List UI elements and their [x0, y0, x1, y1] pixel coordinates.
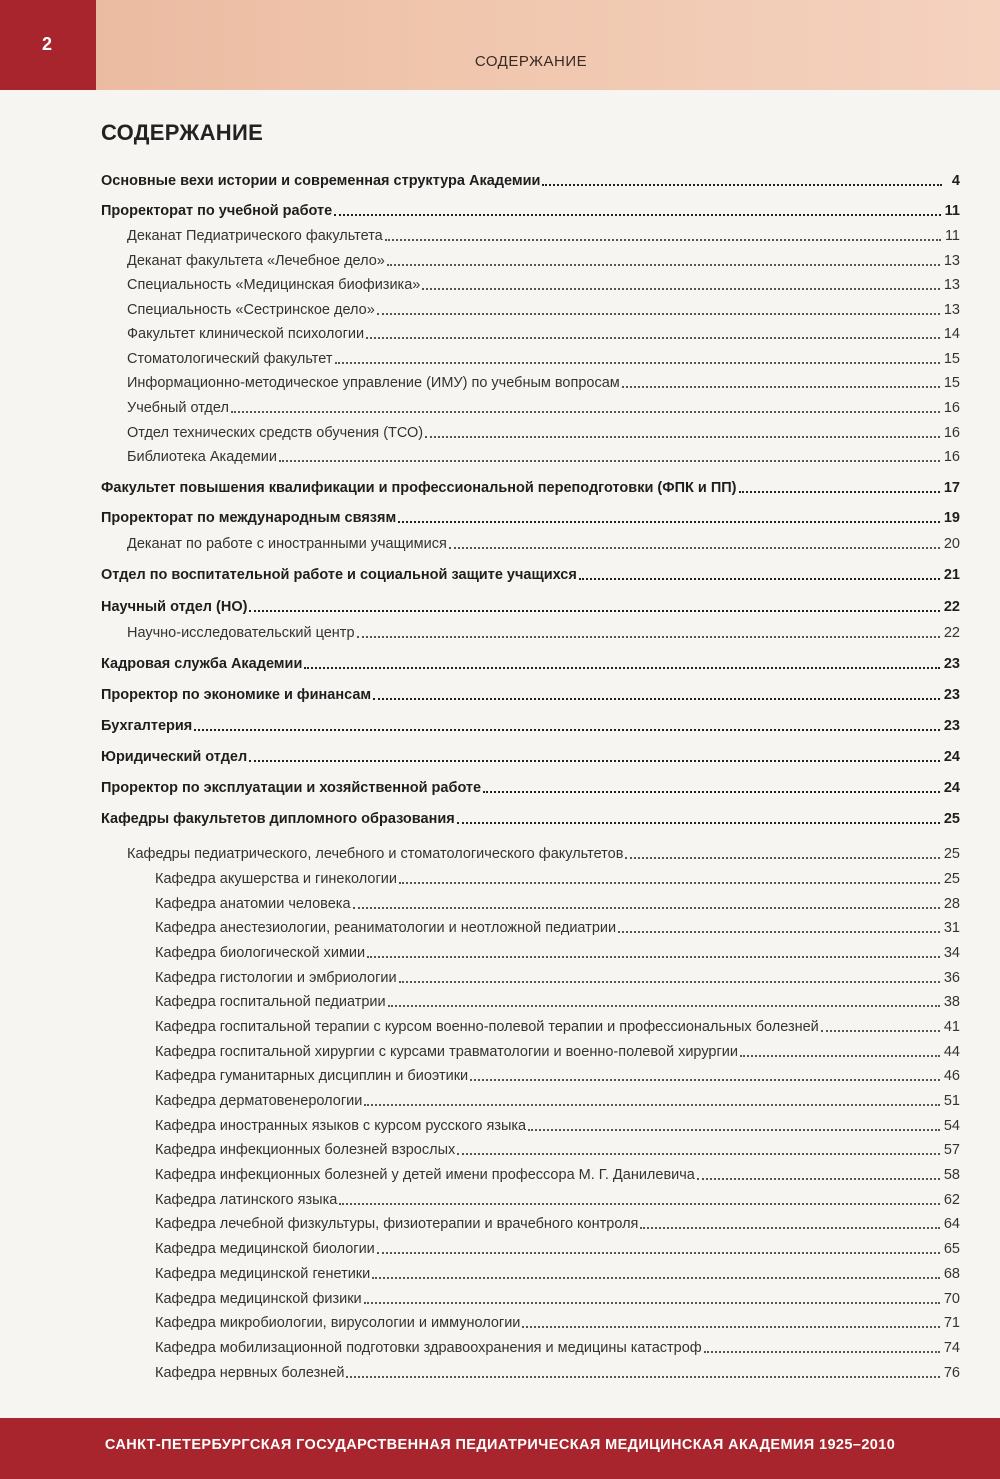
toc-entry-page: 68	[943, 1266, 960, 1282]
toc-entry-page: 62	[943, 1192, 960, 1208]
toc-entry[interactable]	[155, 1039, 960, 1061]
toc-section-entry[interactable]	[101, 562, 960, 584]
toc-entry-label: Отдел по воспитательной работе и социальной защите учащихся	[101, 567, 577, 583]
toc-entry-page: 25	[943, 811, 960, 827]
toc-entry-page: 16	[943, 449, 960, 465]
toc-entry-page: 22	[943, 599, 960, 615]
toc-entry-page: 23	[943, 687, 960, 703]
toc-section-entry[interactable]	[101, 651, 960, 673]
toc-entry-label: Кафедра иностранных языков с курсом русского языка	[155, 1118, 527, 1134]
dot-leader	[821, 1029, 940, 1032]
dot-leader	[425, 435, 940, 438]
toc-entry-label: Кафедра дерматовенерологии	[155, 1093, 363, 1109]
dot-leader	[399, 980, 940, 983]
toc-entry-label: Факультет повышения квалификации и профессиональной переподготовки (ФПК и ПП)	[101, 480, 737, 496]
toc-entry-label: Кафедра медицинской биологии	[155, 1241, 375, 1257]
toc-section-entry[interactable]	[101, 713, 960, 735]
toc-section-entry[interactable]	[101, 594, 960, 616]
dot-leader	[364, 1103, 940, 1106]
toc-entry[interactable]	[155, 866, 960, 888]
toc-entry-page: 25	[943, 871, 960, 887]
dot-leader	[697, 1177, 940, 1180]
toc-entry-page: 19	[943, 510, 960, 526]
toc-entry-page: 58	[943, 1167, 960, 1183]
toc-entry-label: Научно-исследовательский центр	[127, 625, 355, 641]
toc-entry[interactable]	[155, 1310, 960, 1332]
toc-entry[interactable]	[155, 1286, 960, 1308]
toc-entry-page: 16	[943, 425, 960, 441]
toc-title: СОДЕРЖАНИЕ	[101, 120, 264, 145]
toc-entry-page: 13	[943, 277, 960, 293]
toc-entry-page: 25	[943, 846, 960, 862]
toc-entry-label: Кафедра госпитальной педиатрии	[155, 994, 386, 1010]
toc-entry-page: 13	[943, 302, 960, 318]
toc-entry-label: Специальность «Медицинская биофизика»	[127, 277, 421, 293]
toc-entry-page: 51	[943, 1093, 960, 1109]
toc-entry[interactable]	[155, 915, 960, 937]
toc-entry-page: 28	[943, 896, 960, 912]
toc-entry-page: 24	[943, 749, 960, 765]
dot-leader	[704, 1350, 940, 1353]
dot-leader	[387, 263, 940, 266]
toc-entry-label: Деканат по работе с иностранными учащимися	[127, 536, 447, 552]
dot-leader	[422, 287, 940, 290]
dot-leader	[194, 728, 940, 731]
toc-entry[interactable]	[127, 620, 960, 642]
toc-entry-label: Кафедра нервных болезней	[155, 1365, 345, 1381]
dot-leader	[528, 1128, 940, 1131]
dot-leader	[625, 856, 939, 859]
toc-entry-label: Отдел технических средств обучения (ТСО)	[127, 425, 424, 441]
toc-entry-page: 15	[943, 351, 960, 367]
toc-entry-page: 17	[943, 480, 960, 496]
toc-entry[interactable]	[155, 1063, 960, 1085]
toc-entry-label: Кафедры педиатрического, лечебного и стоматологического факультетов	[127, 846, 624, 862]
dot-leader	[618, 930, 940, 933]
toc-entry-page: 20	[943, 536, 960, 552]
toc-entry-label: Кафедра анатомии человека	[155, 896, 351, 912]
toc-entry-page: 11	[944, 203, 960, 219]
toc-entry-page: 71	[943, 1315, 960, 1331]
dot-leader	[579, 577, 940, 580]
toc-entry-page: 44	[943, 1044, 960, 1060]
dot-leader	[449, 546, 940, 549]
dot-leader	[372, 1276, 940, 1279]
toc-section-entry[interactable]	[101, 682, 960, 704]
toc-entry[interactable]	[127, 248, 960, 270]
toc-entry-page: 22	[943, 625, 960, 641]
dot-leader	[364, 1301, 940, 1304]
toc-entry[interactable]	[155, 1088, 960, 1110]
toc-entry[interactable]	[127, 841, 960, 863]
toc-entry[interactable]	[127, 444, 960, 466]
toc-entry-page: 16	[943, 400, 960, 416]
toc-entry-label: Факультет клинической психологии	[127, 326, 365, 342]
dot-leader	[231, 410, 940, 413]
dot-leader	[522, 1325, 939, 1328]
toc-entry[interactable]	[155, 989, 960, 1011]
dot-leader	[366, 336, 940, 339]
toc-entry-label: Кафедра акушерства и гинекологии	[155, 871, 397, 887]
dot-leader	[304, 666, 939, 669]
toc-entry[interactable]	[155, 940, 960, 962]
toc-entry-label: Кафедра медицинской генетики	[155, 1266, 371, 1282]
toc-entry-page: 23	[943, 718, 960, 734]
dot-leader	[346, 1375, 939, 1378]
toc-entry[interactable]	[155, 1187, 960, 1209]
toc-entry-page: 70	[943, 1291, 960, 1307]
toc-entry-label: Информационно-методическое управление (ИМУ) по учебным вопросам	[127, 375, 620, 391]
toc-entry-label: Кафедра микробиологии, вирусологии и иммунологии	[155, 1315, 521, 1331]
dot-leader	[622, 385, 940, 388]
toc-entry-label: Кафедра лечебной физкультуры, физиотерапии и врачебного контроля	[155, 1216, 639, 1232]
toc-entry-page: 74	[943, 1340, 960, 1356]
dot-leader	[399, 881, 940, 884]
toc-entry-label: Кафедра гуманитарных дисциплин и биоэтики	[155, 1068, 469, 1084]
dot-leader	[249, 759, 940, 762]
toc-entry-page: 65	[943, 1241, 960, 1257]
toc-entry-page: 34	[943, 945, 960, 961]
toc-entry[interactable]	[155, 1113, 960, 1135]
toc-entry-label: Проректорат по международным связям	[101, 510, 397, 526]
dot-leader	[398, 520, 940, 523]
toc-entry-page: 21	[943, 567, 960, 583]
toc-entry[interactable]	[127, 395, 960, 417]
toc-entry-page: 15	[943, 375, 960, 391]
toc-entry-label: Кафедра анестезиологии, реаниматологии и неотложной педиатрии	[155, 920, 617, 936]
toc-entry-label: Проректорат по учебной работе	[101, 203, 333, 219]
toc-entry-label: Бухгалтерия	[101, 718, 193, 734]
dot-leader	[279, 459, 940, 462]
running-head: СОДЕРЖАНИЕ	[474, 53, 588, 70]
footer-text: САНКТ-ПЕТЕРБУРГСКАЯ ГОСУДАРСТВЕННАЯ ПЕДИАТРИЧЕСКАЯ МЕДИЦИНСКАЯ АКАДЕМИЯ 1925–2010	[104, 1437, 896, 1453]
toc-entry-label: Кафедры факультетов дипломного образования	[101, 811, 455, 827]
page-number: 2	[42, 34, 53, 54]
toc-entry-label: Библиотека Академии	[127, 449, 277, 465]
toc-entry[interactable]	[127, 297, 960, 319]
toc-entry[interactable]	[127, 420, 960, 442]
toc-entry-page: 76	[943, 1365, 960, 1381]
dot-leader	[377, 1251, 940, 1254]
toc-entry-page: 41	[943, 1019, 960, 1035]
toc-entry[interactable]	[155, 891, 960, 913]
toc-entry[interactable]	[155, 1236, 960, 1258]
toc-entry[interactable]	[127, 321, 960, 343]
toc-entry[interactable]	[155, 1261, 960, 1283]
toc-entry-label: Кафедра инфекционных болезней у детей имени профессора М. Г. Данилевича	[155, 1167, 695, 1183]
toc-entry-page: 31	[943, 920, 960, 936]
dot-leader	[739, 490, 940, 493]
dot-leader	[388, 1004, 940, 1007]
toc-entry-page: 36	[943, 970, 960, 986]
dot-leader	[377, 312, 940, 315]
toc-entry[interactable]	[155, 1014, 960, 1036]
toc-entry[interactable]	[155, 1335, 960, 1357]
toc-entry-label: Учебный отдел	[127, 400, 229, 416]
toc-entry-label: Кафедра мобилизационной подготовки здравоохранения и медицины катастроф	[155, 1340, 702, 1356]
toc-entry-label: Проректор по эксплуатации и хозяйственной работе	[101, 780, 482, 796]
dot-leader	[335, 361, 940, 364]
toc-entry[interactable]	[155, 1137, 960, 1159]
dot-leader	[339, 1202, 940, 1205]
dot-leader	[457, 1152, 940, 1155]
toc-entry-label: Кафедра госпитальной терапии с курсом военно-полевой терапии и профессиональных болезней	[155, 1019, 819, 1035]
dot-leader	[357, 635, 940, 638]
toc-entry[interactable]	[155, 1211, 960, 1233]
toc-section-entry[interactable]	[101, 775, 960, 797]
toc-section-entry[interactable]	[101, 475, 960, 497]
toc-entry-page: 46	[943, 1068, 960, 1084]
toc-entry-page: 14	[943, 326, 960, 342]
toc-entry[interactable]	[127, 272, 960, 294]
toc-entry-label: Кафедра гистологии и эмбриологии	[155, 970, 397, 986]
toc-entry-label: Основные вехи истории и современная структура Академии	[101, 173, 541, 189]
dot-leader	[373, 697, 940, 700]
dot-leader	[542, 183, 942, 186]
dot-leader	[740, 1054, 940, 1057]
toc-entry-label: Кадровая служба Академии	[101, 656, 303, 672]
toc-section-entry[interactable]	[101, 806, 960, 828]
toc-entry[interactable]	[155, 1162, 960, 1184]
toc-entry-label: Кафедра латинского языка	[155, 1192, 338, 1208]
dot-leader	[483, 790, 940, 793]
toc-entry-page: 38	[943, 994, 960, 1010]
toc-entry-page: 4	[951, 173, 960, 189]
toc-entry-label: Кафедра биологической химии	[155, 945, 366, 961]
toc-entry-page: 13	[943, 253, 960, 269]
toc-entry[interactable]	[127, 346, 960, 368]
toc-entry-page: 11	[944, 228, 960, 244]
dot-leader	[385, 238, 941, 241]
dot-leader	[249, 609, 939, 612]
toc-entry-label: Кафедра медицинской физики	[155, 1291, 362, 1307]
toc-entry-label: Специальность «Сестринское дело»	[127, 302, 375, 318]
toc-section-entry[interactable]	[101, 198, 960, 220]
toc-section-entry[interactable]	[101, 505, 960, 527]
toc-entry-page: 24	[943, 780, 960, 796]
dot-leader	[640, 1226, 939, 1229]
toc-entry[interactable]	[127, 223, 960, 245]
dot-leader	[334, 213, 940, 216]
toc-entry-page: 54	[943, 1118, 960, 1134]
dot-leader	[457, 821, 940, 824]
toc-entry[interactable]	[155, 965, 960, 987]
toc-entry-label: Деканат факультета «Лечебное дело»	[127, 253, 385, 269]
toc-entry-page: 23	[943, 656, 960, 672]
toc-entry-label: Деканат Педиатрического факультета	[127, 228, 383, 244]
toc-entry[interactable]	[155, 1360, 960, 1382]
toc-entry-page: 57	[943, 1142, 960, 1158]
toc-entry-label: Стоматологический факультет	[127, 351, 333, 367]
dot-leader	[353, 906, 940, 909]
toc-entry-label: Юридический отдел	[101, 749, 248, 765]
toc-section-entry[interactable]	[101, 168, 960, 190]
toc-section-entry[interactable]	[101, 744, 960, 766]
dot-leader	[470, 1078, 940, 1081]
toc-entry-label: Кафедра госпитальной хирургии с курсами травматологии и военно-полевой хирургии	[155, 1044, 738, 1060]
toc-entry-label: Кафедра инфекционных болезней взрослых	[155, 1142, 456, 1158]
toc-entry-label: Проректор по экономике и финансам	[101, 687, 372, 703]
dot-leader	[367, 955, 940, 958]
toc-entry-label: Научный отдел (НО)	[101, 599, 248, 615]
toc-entry[interactable]	[127, 370, 960, 392]
toc-entry-page: 64	[943, 1216, 960, 1232]
toc-entry[interactable]	[127, 531, 960, 553]
